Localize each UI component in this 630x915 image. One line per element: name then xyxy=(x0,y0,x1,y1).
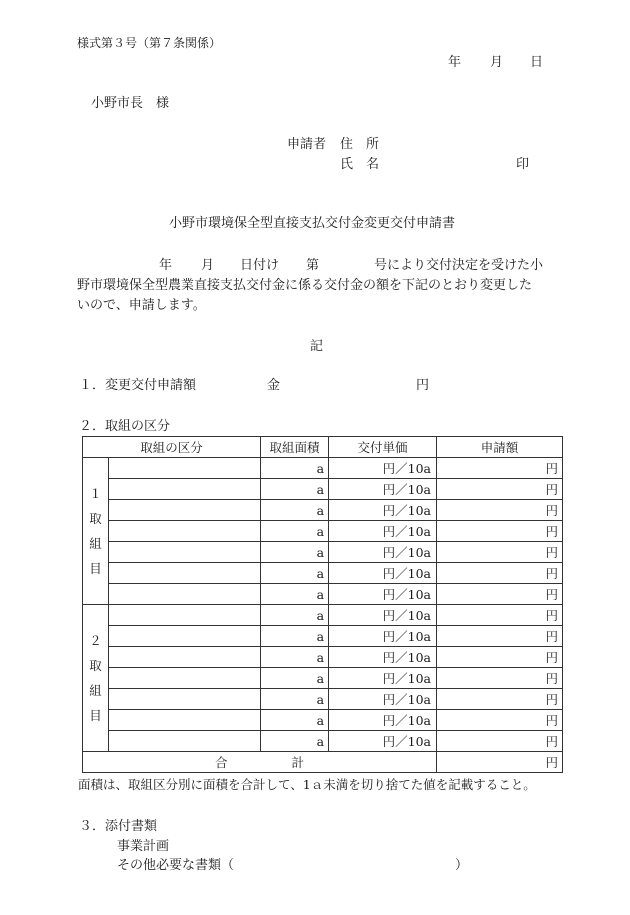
category-cell[interactable] xyxy=(109,500,261,521)
area-cell[interactable]: a xyxy=(261,605,329,626)
unit-price-cell[interactable]: 円／10a xyxy=(329,668,437,689)
unit-price-cell[interactable]: 円／10a xyxy=(329,458,437,479)
body-line-2: 野市環境保全型農業直接支払交付金に係る交付金の額を下記のとおり変更した xyxy=(77,278,533,293)
table-row xyxy=(83,563,563,584)
form-number: 様式第３号（第７条関係） xyxy=(77,36,222,50)
header-area: 取組面積 xyxy=(261,437,329,458)
table-row xyxy=(83,710,563,731)
document-title: 小野市環境保全型直接支払交付金変更交付申請書 xyxy=(169,216,456,231)
header-category: 取組の区分 xyxy=(83,437,261,458)
attachment-item-business-plan: 事業計画 xyxy=(117,839,170,854)
total-row xyxy=(83,752,563,773)
amount-cell[interactable]: 円 xyxy=(437,521,563,542)
unit-price-cell[interactable]: 円／10a xyxy=(329,689,437,710)
category-cell[interactable] xyxy=(109,605,261,626)
category-cell[interactable] xyxy=(109,689,261,710)
amount-cell[interactable]: 円 xyxy=(437,563,563,584)
category-cell[interactable] xyxy=(109,647,261,668)
amount-cell[interactable]: 円 xyxy=(437,689,563,710)
area-cell[interactable]: a xyxy=(261,626,329,647)
body-line-1-rest: 号により交付決定を受けた小 xyxy=(374,258,544,273)
section1-currency-prefix: 金 xyxy=(267,378,281,393)
category-cell[interactable] xyxy=(109,458,261,479)
unit-price-cell[interactable]: 円／10a xyxy=(329,542,437,563)
area-cell[interactable]: a xyxy=(261,500,329,521)
group-label-1 xyxy=(83,458,109,605)
header-unit-price: 交付単価 xyxy=(329,437,437,458)
date-month-label: 月 xyxy=(490,55,504,70)
table-note: 面積は、取組区分別に面積を合計して、1ａ未満を切り捨てた値を記載すること。 xyxy=(78,777,536,792)
table-row xyxy=(83,584,563,605)
unit-price-cell[interactable]: 円／10a xyxy=(329,479,437,500)
table-row xyxy=(83,605,563,626)
applicant-label: 申請者 xyxy=(287,137,327,152)
group-label-char: ２ xyxy=(89,633,102,648)
date-year-label: 年 xyxy=(448,55,462,70)
table-row xyxy=(83,668,563,689)
group-label-char: 組 xyxy=(89,683,102,698)
body-line-3: いので、申請します。 xyxy=(77,298,206,313)
addressee: 小野市長 様 xyxy=(91,96,170,111)
amount-cell[interactable]: 円 xyxy=(437,605,563,626)
unit-price-cell[interactable]: 円／10a xyxy=(329,563,437,584)
category-cell[interactable] xyxy=(109,710,261,731)
attachment-item-other: その他必要な書類（ xyxy=(117,858,235,873)
body-number-prefix: 第 xyxy=(306,258,320,273)
unit-price-cell[interactable]: 円／10a xyxy=(329,605,437,626)
category-cell[interactable] xyxy=(109,731,261,752)
total-label-2: 計 xyxy=(291,755,305,770)
group-label-char: 取 xyxy=(89,658,102,673)
torikumi-table xyxy=(82,436,563,773)
ki-heading: 記 xyxy=(310,339,324,354)
amount-cell[interactable]: 円 xyxy=(437,647,563,668)
area-cell[interactable]: a xyxy=(261,479,329,500)
category-cell[interactable] xyxy=(109,521,261,542)
amount-cell[interactable]: 円 xyxy=(437,458,563,479)
table-header-row xyxy=(83,437,563,458)
section3-label: ３．添付書類 xyxy=(79,819,158,834)
section2-label: ２．取組の区分 xyxy=(79,419,171,434)
table-row xyxy=(83,542,563,563)
section1-yen: 円 xyxy=(416,378,430,393)
area-cell[interactable]: a xyxy=(261,458,329,479)
amount-cell[interactable]: 円 xyxy=(437,668,563,689)
group-label-char: 取 xyxy=(89,511,102,526)
area-cell[interactable]: a xyxy=(261,563,329,584)
unit-price-cell[interactable]: 円／10a xyxy=(329,500,437,521)
table-row xyxy=(83,647,563,668)
group-label-2 xyxy=(83,605,109,752)
table-row xyxy=(83,479,563,500)
amount-cell[interactable]: 円 xyxy=(437,479,563,500)
unit-price-cell[interactable]: 円／10a xyxy=(329,521,437,542)
date-day-label: 日 xyxy=(530,55,544,70)
area-cell[interactable]: a xyxy=(261,710,329,731)
total-label xyxy=(83,752,437,773)
table-row xyxy=(83,521,563,542)
body-paragraph xyxy=(77,256,557,316)
group-label-char: １ xyxy=(89,486,102,501)
group-label-char: 目 xyxy=(89,561,102,576)
table-row xyxy=(83,689,563,710)
section1-label: １．変更交付申請額 xyxy=(79,378,197,393)
body-line-1 xyxy=(77,256,557,276)
area-cell[interactable]: a xyxy=(261,668,329,689)
attachment-close-paren: ） xyxy=(455,858,469,873)
table-row xyxy=(83,626,563,647)
category-cell[interactable] xyxy=(109,563,261,584)
unit-price-cell[interactable]: 円／10a xyxy=(329,647,437,668)
area-cell[interactable]: a xyxy=(261,731,329,752)
category-cell[interactable] xyxy=(109,584,261,605)
header-amount: 申請額 xyxy=(437,437,563,458)
amount-cell[interactable]: 円 xyxy=(437,500,563,521)
category-cell[interactable] xyxy=(109,626,261,647)
area-cell[interactable]: a xyxy=(261,542,329,563)
total-label-1: 合 xyxy=(214,755,228,770)
unit-price-cell[interactable]: 円／10a xyxy=(329,626,437,647)
body-dated-label: 日付け xyxy=(240,258,280,273)
unit-price-cell[interactable]: 円／10a xyxy=(329,731,437,752)
body-year-label: 年 xyxy=(159,258,173,273)
area-cell[interactable]: a xyxy=(261,584,329,605)
area-cell[interactable]: a xyxy=(261,521,329,542)
amount-cell[interactable]: 円 xyxy=(437,731,563,752)
table-row xyxy=(83,731,563,752)
group-label-char: 組 xyxy=(89,536,102,551)
table-row xyxy=(83,500,563,521)
address-label: 住 所 xyxy=(340,137,380,152)
name-label: 氏 名 xyxy=(340,157,380,172)
category-cell[interactable] xyxy=(109,668,261,689)
unit-price-cell[interactable]: 円／10a xyxy=(329,710,437,731)
group-label-char: 目 xyxy=(89,708,102,723)
body-month-label: 月 xyxy=(201,258,215,273)
area-cell[interactable]: a xyxy=(261,689,329,710)
amount-cell[interactable]: 円 xyxy=(437,710,563,731)
amount-cell[interactable]: 円 xyxy=(437,542,563,563)
total-amount-cell[interactable]: 円 xyxy=(437,752,563,773)
category-cell[interactable] xyxy=(109,542,261,563)
amount-cell[interactable]: 円 xyxy=(437,584,563,605)
table-row xyxy=(83,458,563,479)
category-cell[interactable] xyxy=(109,479,261,500)
unit-price-cell[interactable]: 円／10a xyxy=(329,584,437,605)
area-cell[interactable]: a xyxy=(261,647,329,668)
seal-mark: 印 xyxy=(516,157,530,172)
amount-cell[interactable]: 円 xyxy=(437,626,563,647)
